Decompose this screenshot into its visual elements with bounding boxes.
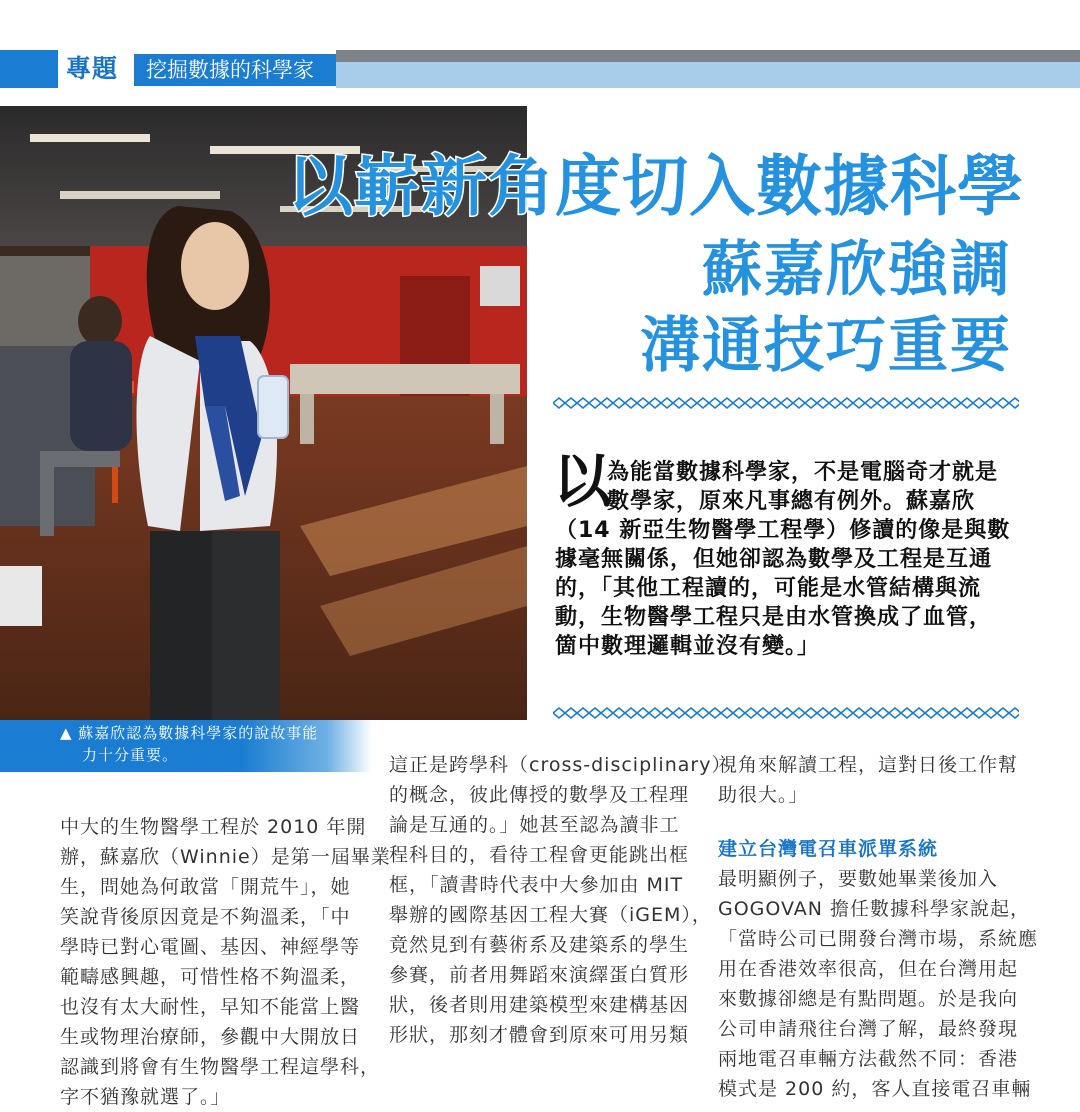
body-line: 範疇感興趣，可惜性格不夠溫柔，	[60, 966, 361, 988]
section-subhead: 建立台灣電召車派單系統	[718, 838, 939, 860]
body-line: 公司申請飛往台灣了解，最終發現	[718, 1018, 1019, 1040]
topic-label: 挖掘數據的科學家	[134, 54, 336, 86]
drop-cap: 以	[553, 447, 612, 515]
body-line: 認識到將會有生物醫學工程這學科，	[60, 1056, 381, 1078]
intro-paragraph	[555, 458, 1021, 661]
body-line: 也沒有太大耐性，早知不能當上醫	[60, 996, 361, 1018]
body-line: 框，「讀書時代表中大參加由 MIT	[389, 874, 684, 896]
body-line: 中大的生物醫學工程於 2010 年開	[60, 816, 367, 838]
section-label: 專題	[66, 54, 119, 83]
body-line: 最明顯例子，要數她畢業後加入	[718, 868, 999, 890]
intro-line: 箇中數理邏輯並沒有變。」	[555, 634, 821, 659]
body-line: 模式是 200 約，客人直接電召車輛	[718, 1078, 1032, 1100]
body-line: 兩地電召車輛方法截然不同：香港	[718, 1048, 1019, 1070]
caption-line: 力十分重要。	[82, 746, 179, 764]
subheadline-line-1: 蘇嘉欣強調	[702, 235, 1012, 305]
intro-line: 的，「其他工程讀的，可能是水管結構與流	[555, 576, 982, 601]
intro-line: 數學家，原來凡事總有例外。蘇嘉欣	[607, 489, 976, 514]
header-blue-band	[336, 62, 1080, 88]
body-line: 形狀，那刻才體會到原來可用另類	[389, 1024, 690, 1046]
body-line: 程科目的，看待工程會更能跳出框	[389, 844, 690, 866]
body-line: 的概念，彼此傳授的數學及工程理	[389, 784, 690, 806]
body-line: 論是互通的。」她甚至認為讀非工	[389, 814, 680, 836]
body-line: 「當時公司已開發台灣市場，系統應	[718, 928, 1039, 950]
body-line: 笑說背後原因竟是不夠溫柔，「中	[60, 906, 351, 928]
body-line: 生或物理治療師，參觀中大開放日	[60, 1026, 361, 1048]
headline: 以嶄新角度切入數據科學	[287, 148, 1024, 225]
body-line: 生，問她為何敢當「開荒牛」，她	[60, 876, 351, 898]
body-line: 助很大。」	[718, 784, 809, 806]
body-line: 參賽，前者用舞蹈來演繹蛋白質形	[389, 964, 690, 986]
decorative-rule	[553, 396, 1019, 410]
body-line: 學時已對心電圖、基因、神經學等	[60, 936, 361, 958]
body-line: 辦，蘇嘉欣（Winnie）是第一屆畢業	[60, 846, 391, 868]
intro-line: （14 新亞生物醫學工程學）修讀的像是與數	[555, 518, 1011, 543]
body-line: 字不猶豫就選了。」	[60, 1086, 231, 1108]
body-line: GOGOVAN 擔任數據科學家說起，	[718, 898, 1031, 920]
decorative-rule	[553, 706, 1019, 720]
body-line: 這正是跨學科（cross-disciplinary）	[389, 754, 732, 776]
subheadline-line-2: 溝通技巧重要	[640, 311, 1012, 381]
body-line: 舉辦的國際基因工程大賽（iGEM），	[389, 904, 712, 926]
header-accent-strip	[0, 50, 58, 88]
caption-line: ▲ 蘇嘉欣認為數據科學家的說故事能	[60, 724, 319, 742]
photo-caption	[60, 722, 360, 766]
intro-line: 據毫無關係，但她卻認為數學及工程是互通	[555, 547, 993, 572]
body-line: 視角來解讀工程，這對日後工作幫	[718, 754, 1019, 776]
body-column-1	[60, 812, 391, 1112]
body-line: 狀，後者則用建築模型來建構基因	[389, 994, 690, 1016]
intro-line: 為能當數據科學家，不是電腦奇才就是	[607, 460, 999, 485]
body-line: 來數據卻總是有點問題。於是我向	[718, 988, 1019, 1010]
body-column-3	[718, 750, 1039, 1104]
intro-line: 動，生物醫學工程只是由水管換成了血管，	[555, 605, 993, 630]
body-line: 用在香港效率很高，但在台灣用起	[718, 958, 1019, 980]
header-grey-band	[336, 50, 1080, 62]
body-column-2	[389, 750, 732, 1050]
body-line: 竟然見到有藝術系及建築系的學生	[389, 934, 690, 956]
